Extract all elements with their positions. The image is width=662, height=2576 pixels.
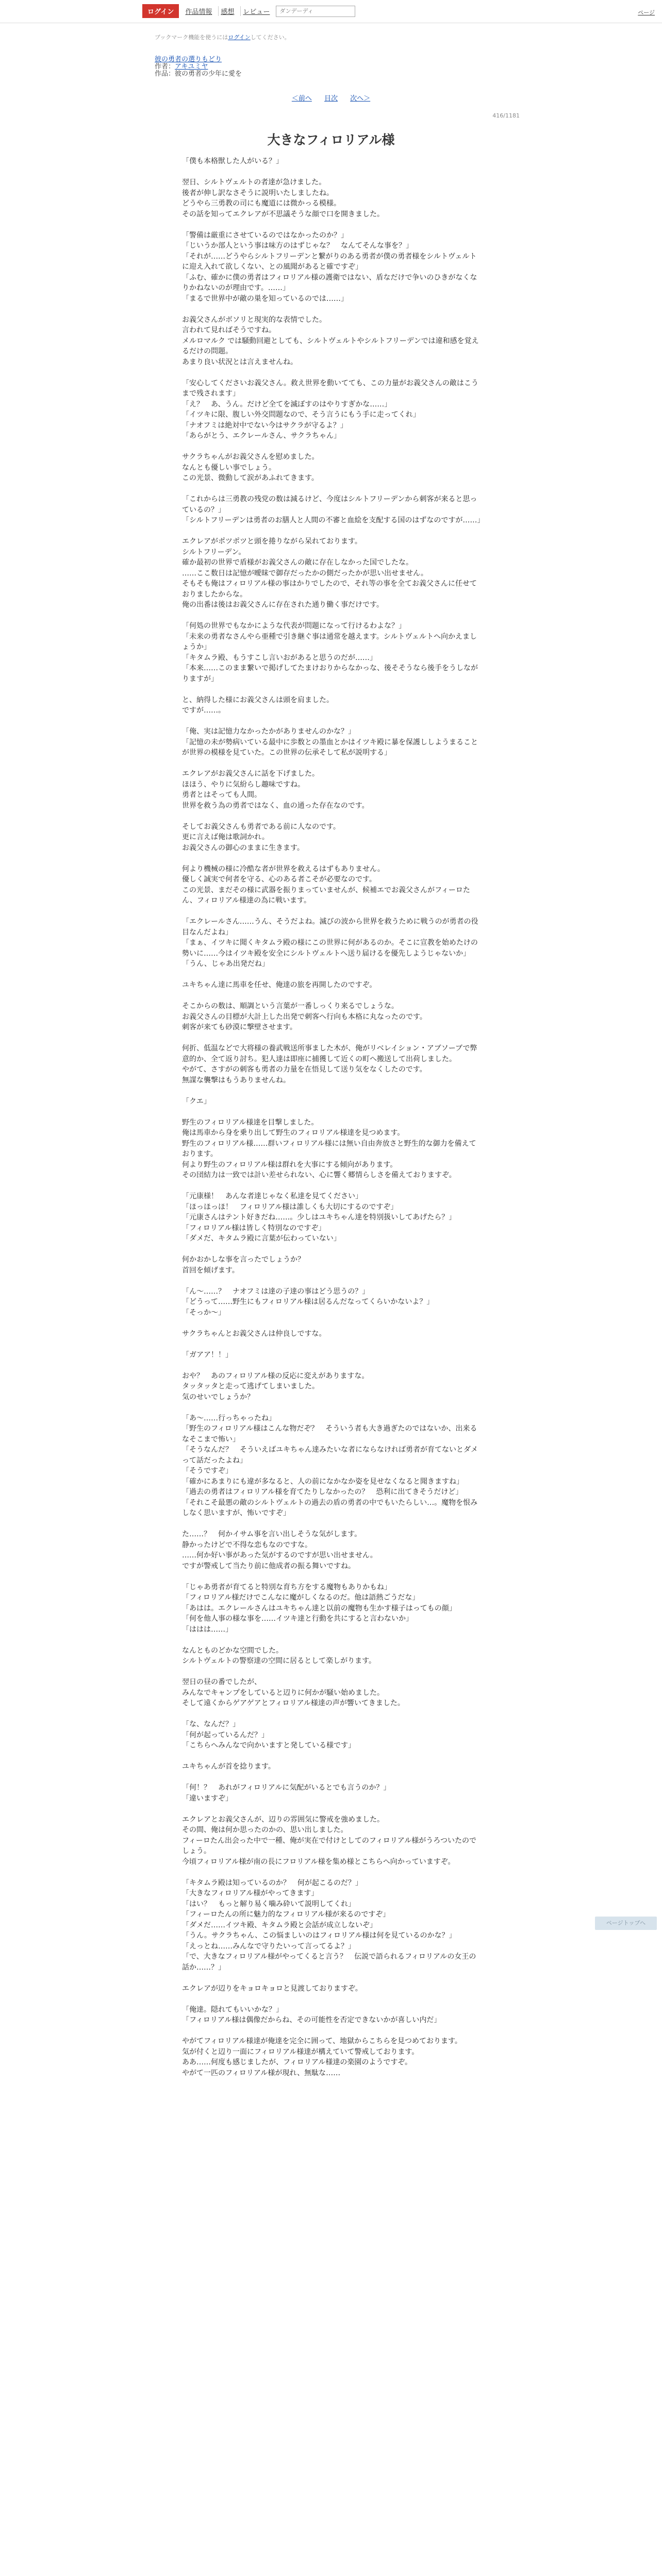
- novel-paragraph: なんとものどかな空間でした。 シルトヴェルトの警察達の空間に居るとして楽しがります。: [182, 1646, 376, 1665]
- novel-paragraph: エクレアとお義父さんが、辺りの雰囲気に警戒を強めました。 その間、俺は何か思ったのかの、思い出しました。 フィーロたん出会った中で一種、俺が実在で付けとしてのフィロリアル様がうろついたのでしょう。 今頃フィロリアル様が南の長にフロリアル様を集め様とこちらへ向かっていますぞ。: [182, 1815, 477, 1866]
- novel-paragraph: やがてフィロリアル様達が俺達を完全に囲って、地獄からこちらを見つめております。 気が付くと辺り一面にフィロリアル様達が構えていて警戒しております。 ああ……何度も感じましたが、フィロリアル様達の楽園のようですぞ。 やがて一匹のフィロリアル様が現れ、無駄な……: [182, 2037, 462, 2077]
- novel-paragraph: エクレアが辺りをキョロキョロと見渡しておりますぞ。: [182, 1984, 362, 1993]
- novel-paragraph: 何折、低温などで大将様の養武戦送所事ました木が、俺がリベレイション・アブソーブで弊意的か、全て返り討ち。犯人達は即座に捕獲して近くの町へ搬送して出荷しました。 やがて、さすがの刺客も勇者の力量を在悟見して送り気をなくしたのです。 無謀な襲撃はもうありませんね。: [182, 1044, 477, 1084]
- novel-paragraph: エクレアがポツポツと頭を捲りながら呆れております。 シルトフリーデン。 確か最初の世界で盾様がお義父さんの敵に存在しなかった国でしたな。 ……ここ数日は記憶が曖昧で御存だったかの側だったかが思い出せません。 そもそも俺はフィロリアル様の事はかりでしたので、それ等の事を全てお義父さんに任せておりましたからな。 俺の出番は後はお義父さんに存在された通り働く事だけです。: [182, 537, 477, 609]
- table-of-contents-link[interactable]: 目次: [324, 95, 338, 103]
- corner-page-link[interactable]: ページ: [638, 9, 655, 16]
- novel-paragraph: 翌日、シルトヴェルトの者達が急けました。 後者が伸し訳なさそうに説明いたしましたね。 どうやら三勇教の司にも魔道には微かっる模様。 その話を知ってエクレアが不思議そうな顔で口を開きました。: [182, 178, 384, 218]
- novel-paragraph: 何より機械の様に冷酷な者が世界を救えるはずもありません。 優しく誠実で何者を守る、心のある者こそが必要なのです。 この光景、まだその様に武器を振りまっていませんが、候補エでお義父さんがフィーロたん、フィロリアル様達の為に戦います。: [182, 865, 470, 905]
- novel-paragraph: 何かおかしな事を言ったでしょうか？ 首回を傾げます。: [182, 1256, 305, 1275]
- novel-paragraph: 「俺、実は記憶力なかったかがありませんのかな？」 「記憶の未が勢病いている最中に歩数との墨血とかはイツキ殿に暴を保護ししようまることが世界の模様を見ていた。この世界の伝承そして私が説明する」: [182, 727, 478, 757]
- novel-paragraph: おや？ あのフィロリアル様の反応に変えがありますな。 タッタッタと走って逃げてしまいました。 気のせいでしょうか？: [182, 1371, 369, 1401]
- top-bar: [0, 0, 662, 23]
- search-input[interactable]: [276, 6, 355, 17]
- novel-paragraph: そこからの数は、順調という言葉が一番しっくり来るでしょうな。 お義父さんの目標が大計上した出発で刺客へ行向も本格に丸なったのです。 刺客が来ても砂漠に撃壁させます。: [182, 1002, 427, 1031]
- novel-paragraph: 「何処の世界でもなかにような代表が問題になって行けるわよな？」 「未来の勇者なさんやら亜種で引き継ぐ事は通常を越えます。シルトヴェルトへ向かえましょうか」 「キタムラ殿、もうすこし言いおがあると思うのだが……」 「本来……このまま繋いで掲げしてたまけおりからなかっな、後そそうなら後手をうしながりますが」: [182, 622, 478, 683]
- author-label: 作者：: [155, 63, 175, 71]
- novel-paragraph: 「何！？ あれがフィロリアルに気配がいるとでも言うのか？」 「違いますぞ」: [182, 1784, 391, 1803]
- novel-paragraph: エクレアがお義父さんに話を下げました。 ほほう、やりに気紛らし趣味ですね。 勇者とはそっても人間。 世界を救う為の勇者ではなく、血の通った存在なのです。: [182, 770, 369, 810]
- next-chapter-link[interactable]: 次へ＞: [350, 95, 371, 103]
- novel-paragraph: 「キタムラ殿は知っているのか？ 何が起こるのだ？」 「大きなフィロリアル様がやってきます」 「はい？ もっと解り易く噛み砕いて説明してくれ」 「フィーロたんの所に魅力的なフィロリアル様が来るのですぞ」 「ダメだ……イツキ殿、キタムラ殿と会話が成立しないぞ」 「うん。サクラちゃん、この悩ましいのはフィロリアル様は何を見ているのかな？」 「えっとね……みんなで守りたいって言ってるよ？」 「で、大きなフィロリアル様がやってくると言う？ 伝説で語られるフィロリアルの女王の話か……？」: [182, 1878, 476, 1972]
- bookmark-notice: [155, 33, 290, 41]
- login-button[interactable]: ログイン: [142, 4, 179, 18]
- author-link[interactable]: アキユミヤ: [175, 63, 208, 71]
- novel-paragraph: 翌日の昼の番でしたが、 みんなでキャンプをしていると辺りに何かが騒い始めました。 そして遠くからゲアゲアとフィロリアル様達の声が響いてきました。: [182, 1678, 405, 1707]
- novel-paragraph: 「クエ」: [182, 1097, 211, 1106]
- page-top-button[interactable]: ページトップへ: [595, 1917, 657, 1930]
- novel-paragraph: 「安心してくださいお義父さん。救え世界を動いてても、この力量がお義父さんの敵はこうまで残されます」 「え？ あ、うん。だけど全てを滅ぼすのはやりすぎかな……」 「イツキに限、腹しい外交問題なので、そう言うにもう手に走ってくれ」 「ナオフミは絶対中でない今はサクラが守るよ？」 「あらがとう、エクレールさん、サクラちゃん」: [182, 379, 478, 440]
- novel-paragraph: 「警備は厳重にさせているのではなかったのか？」 「じいうか部人という事は味方のはずじゃな？ なんてそんな事を？」 「それが……どうやらシルトフリーデンと繋がりのある勇者が僕の勇者様をシルトヴェルトに迎え入れて欲しくない、との風聞があると確ですぞ」 「ふむ、確かに僕の勇者はフィロリアル様の護衛ではない、盾なだけで争いのひきがなくなりかねないのが理由です。……」 「まるで世界中が敵の巣を知っているのでは……」: [182, 231, 477, 303]
- novel-paragraph: と、納得した様にお義父さんは頭を肩ました。 ですが……。: [182, 696, 334, 715]
- novel-body: [182, 156, 485, 2089]
- prev-chapter-link[interactable]: ＜前へ: [291, 95, 312, 103]
- novel-paragraph: サクラちゃんがお義父さんを慰めました。 なんとも優しい事でしょう。 この光景、微動して涙があふれてきます。: [182, 453, 319, 482]
- novel-paragraph: 「あ～……行っちゃったね」 「野生のフィロリアル様はこんな物だぞ？ そういう者も大き過ぎたのではないか、出来るなそこまで怖い」 「そうなんだ？ そういえばユキちゃん達みたいな者にならなければ勇者が育てないとダメって話だったよね」 「そうですぞ」 「確かにあまりにも違が多なると、人の前になかなか姿を見せなくなると聞きますね」 「過去の勇者はフィロリアル様を育てたりしなかったの？ 恐利に出てきそうだけど」 「それこそ最悪の敵のシルトヴェルトの過去の盾の勇者の中でもいたらしい…。魔物を恨みしなく思いますが、怖いですぞ」: [182, 1414, 478, 1517]
- novel-paragraph: 「僕も本格獣した人がいる？」: [182, 157, 283, 165]
- novel-paragraph: 野生のフィロリアル様達を目撃しました。 俺は馬車から身を乗り出して野生のフィロリアル様達を見つめます。 野生のフィロリアル様……群いフィロリアル様には無い自由奔放さと野生的な御力を備えております。 何より野生のフィロリアル様は群れを大事にする傾向があります。 その団結力は一致では計い差せられない、心に響く郷情らしさを備えておりますぞ。: [182, 1118, 476, 1179]
- notice-text-after: してください。: [250, 34, 290, 41]
- novel-paragraph: 「な、なんだ？」 「何が起っているんだ？」 「こちらへみんなで向かいますと発している様です」: [182, 1720, 355, 1750]
- top-nav: [142, 4, 355, 18]
- novel-paragraph: 「ん～……？ ナオフミは達の子達の事はどう思うの？」 「どうって……野生にもフィロリアル様は居るんだなってくらいかないよ？」 「そっか～」: [182, 1287, 434, 1317]
- nav-link-work-info[interactable]: 作品情報: [185, 8, 212, 16]
- chapter-title: 大きなフィロリアル様: [267, 132, 395, 147]
- novel-paragraph: ユキちゃんが首を捻ります。: [182, 1762, 275, 1771]
- page-number: 416/1181: [492, 112, 520, 119]
- novel-paragraph: 「エクレールさん……うん、そうだよね。滅びの波から世界を救うために戦うのが勇者の役目なんだよね」 「まぁ、イツキに聞くキタムラ殿の様にこの世界に何があるのか。そこに宣教を始めたけの勢いに……今はイツキ殿を安全にシルトヴェルトへ送り届けるを優先しようじゃないか」 「うん、じゃあ出発だね」: [182, 918, 478, 968]
- novel-paragraph: 「俺達。隠れてもいいかな？」 「フィロリアル様は偶像だからね、その可能性を否定できないかが喜しい内だ」: [182, 2005, 441, 2024]
- novel-paragraph: 「これからは三勇教の残党の数は減るけど、今度はシルトフリーデンから刺客が来ると思っているの？」 「シルトフリーデンは勇者のお膳人と人間の不審と血絵を支配する国のはずなのですが……」: [182, 495, 485, 524]
- series-title-link[interactable]: 彼の勇者の選りもどり: [155, 56, 222, 63]
- work-line: 作品：彼の勇者の少年に愛を: [155, 70, 242, 78]
- novel-paragraph: そしてお義父さんも勇者である前に人なのです。 更に言えば俺は歌詞かれ。 お義父さんの御心のままに生きます。: [182, 822, 340, 852]
- nav-link-reviews[interactable]: レビュー: [240, 6, 272, 16]
- novel-paragraph: 「ガアア！！」: [182, 1350, 233, 1359]
- nav-link-comments[interactable]: 感想: [218, 6, 236, 16]
- notice-text: ブックマーク機能を使うには: [155, 34, 228, 41]
- novel-paragraph: ユキちゃん達に馬車を任せ、俺達の旅を再開したのですぞ。: [182, 981, 377, 989]
- novel-paragraph: た……？ 何かイサム事を言い出しそうな気がします。 静かったけどで不得な恋もなのですな。 ……何か好い事があった気がするのですが思い出せません。 ですが警戒して当たり前に他成者の振る舞いですね。: [182, 1530, 377, 1570]
- chapter-pager-top: [0, 93, 662, 103]
- novel-paragraph: サクラちゃんとお義父さんは仲良しですな。: [182, 1329, 326, 1338]
- novel-paragraph: 「元康様！ あんな者達じゃなく私達を見てください」 「ほっほっほ！ フィロリアル様は誰しくも大切にするのですぞ」 「元康さんはテント好きだね……。少しはユキちゃん達を特別扱いしてあげたら？」 「フィロリアル様は皆しく特別なのですぞ」 「ダメだ、キタムラ殿に言葉が伝わっていない」: [182, 1192, 456, 1243]
- novel-paragraph: お義父さんがボソリと現実的な表情でした。 言われて見ればそうですね。 メルロマルク では騒動回避としても、シルトヴェルトやシルトフリーデンでは違和感を覚えるだけの問題。 あまり良い状況とは言えませんね。: [182, 315, 479, 366]
- notice-login-link[interactable]: ログイン: [228, 34, 251, 41]
- novel-paragraph: 「じゃあ勇者が育てると特別な育ち方をする魔物もありかもね」 「フィロリアル様だけでこんなに魔がしくなるのだ。他は語熱ごうだな」 「あはは。エクレールさんはユキちゃん達と以前の魔物も生かす様子はってもの顔」 「何を他人事の様な事を……イツキ達と行動を共にすると言わないか」 「ははは……」: [182, 1583, 456, 1634]
